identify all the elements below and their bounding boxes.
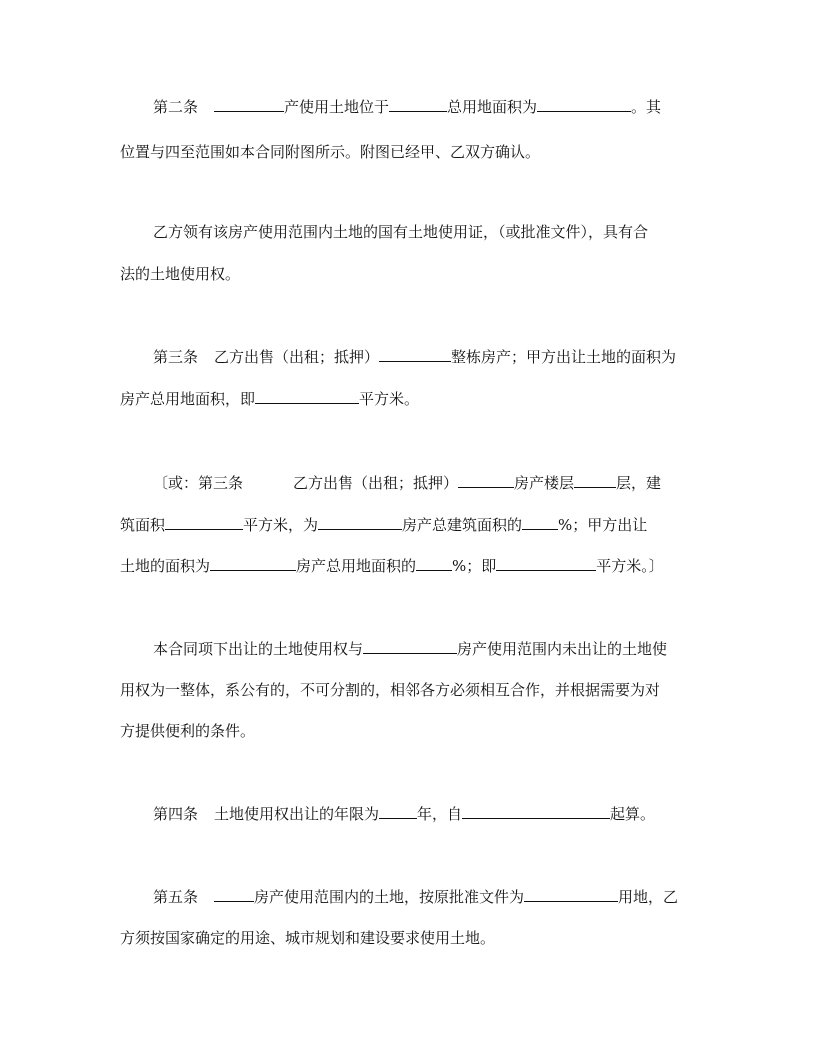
blank-land-use: [524, 886, 618, 902]
blank-property-3: [210, 555, 296, 571]
article5-text1: 房产使用范围内的土地，按原批准文件为: [254, 888, 525, 906]
article3-alt-text8: 土地的面积为: [120, 557, 211, 575]
article3-alt-text6: 房产总建筑面积的: [402, 516, 523, 534]
blank-total-land-area: [537, 96, 631, 112]
indivisible-text2: 房产使用范围内未出让的土地使: [457, 640, 668, 658]
article3-alt-line2: [120, 514, 647, 535]
article5-line2: 方须按国家确定的用途、城市规划和建设要求使用土地。: [120, 929, 496, 947]
article3-alt-text1: 乙方出售（出租；抵押）: [293, 474, 459, 492]
article3-alt-text10: %；即: [452, 557, 497, 575]
indivisible-line2: 用权为一整体，系公有的，不可分割的，相邻各方必须相互合作，并根据需要为对: [120, 681, 661, 699]
land-cert-line2: 法的土地使用权。: [120, 265, 241, 283]
article3-text2: 整栋房产；甲方出让土地的面积为: [451, 348, 677, 366]
blank-property-2: [318, 514, 402, 530]
article3-alt-text3: 层，建: [616, 474, 662, 492]
article3-alt-label: 〔或：第三条: [153, 474, 244, 492]
article3-alt-text7: %；甲方出让: [558, 516, 648, 534]
article2-label: 第二条: [153, 98, 199, 116]
article3-text3: 房产总用地面积，即: [120, 390, 256, 408]
blank-land-location: [389, 96, 447, 112]
blank-area-sqm: [255, 388, 359, 404]
article3-line2: [120, 388, 419, 409]
indivisible-line1: [153, 638, 667, 659]
article2-line1: [153, 96, 661, 117]
blank-start-date: [462, 803, 610, 819]
blank-alt-property: [458, 472, 514, 488]
article3-text1: 乙方出售（出租；抵押）: [214, 348, 380, 366]
article5-line1: [153, 886, 678, 907]
article5-label: 第五条: [153, 888, 199, 906]
blank-building-percent: [522, 514, 558, 530]
article3-label: 第三条: [153, 348, 199, 366]
indivisible-line3: 方提供便利的条件。: [120, 722, 256, 740]
blank-property: [379, 346, 451, 362]
article4-text1: 土地使用权出让的年限为: [214, 805, 380, 823]
article2-text2: 总用地面积为: [447, 98, 538, 116]
article3-alt-text2: 房产楼层: [514, 474, 575, 492]
article4-label: 第四条: [153, 805, 199, 823]
blank-land-sqm: [496, 555, 596, 571]
blank-floor: [574, 472, 616, 488]
blank-property-4: [363, 638, 457, 654]
blank-property-name: [214, 96, 284, 112]
article3-line1: [153, 346, 676, 367]
article3-alt-text5: 平方米，为: [243, 516, 319, 534]
article3-alt-text9: 房产总用地面积的: [296, 557, 417, 575]
article3-alt-text4: 筑面积: [120, 516, 166, 534]
blank-land-percent: [416, 555, 452, 571]
article3-alt-text11: 平方米。〕: [596, 557, 664, 575]
article2-line2: 位置与四至范围如本合同附图所示。附图已经甲、乙双方确认。: [120, 143, 541, 161]
article5-text2: 用地，乙: [618, 888, 679, 906]
article3-text4: 平方米。: [359, 390, 420, 408]
article2-text1: 产使用土地位于: [284, 98, 390, 116]
article4-line1: [153, 803, 655, 824]
article4-text3: 起算。: [610, 805, 656, 823]
article4-text2: 年，自: [417, 805, 463, 823]
blank-property-5: [214, 886, 254, 902]
article2-text3: 。其: [631, 98, 662, 116]
blank-years: [379, 803, 417, 819]
article3-alt-line3: [120, 555, 664, 576]
indivisible-text1: 本合同项下出让的土地使用权与: [153, 640, 364, 658]
article3-alt-line1: [153, 472, 661, 493]
land-cert-line1: 乙方领有该房产使用范围内土地的国有土地使用证，（或批准文件），具有合: [153, 223, 649, 241]
blank-building-area: [165, 514, 243, 530]
